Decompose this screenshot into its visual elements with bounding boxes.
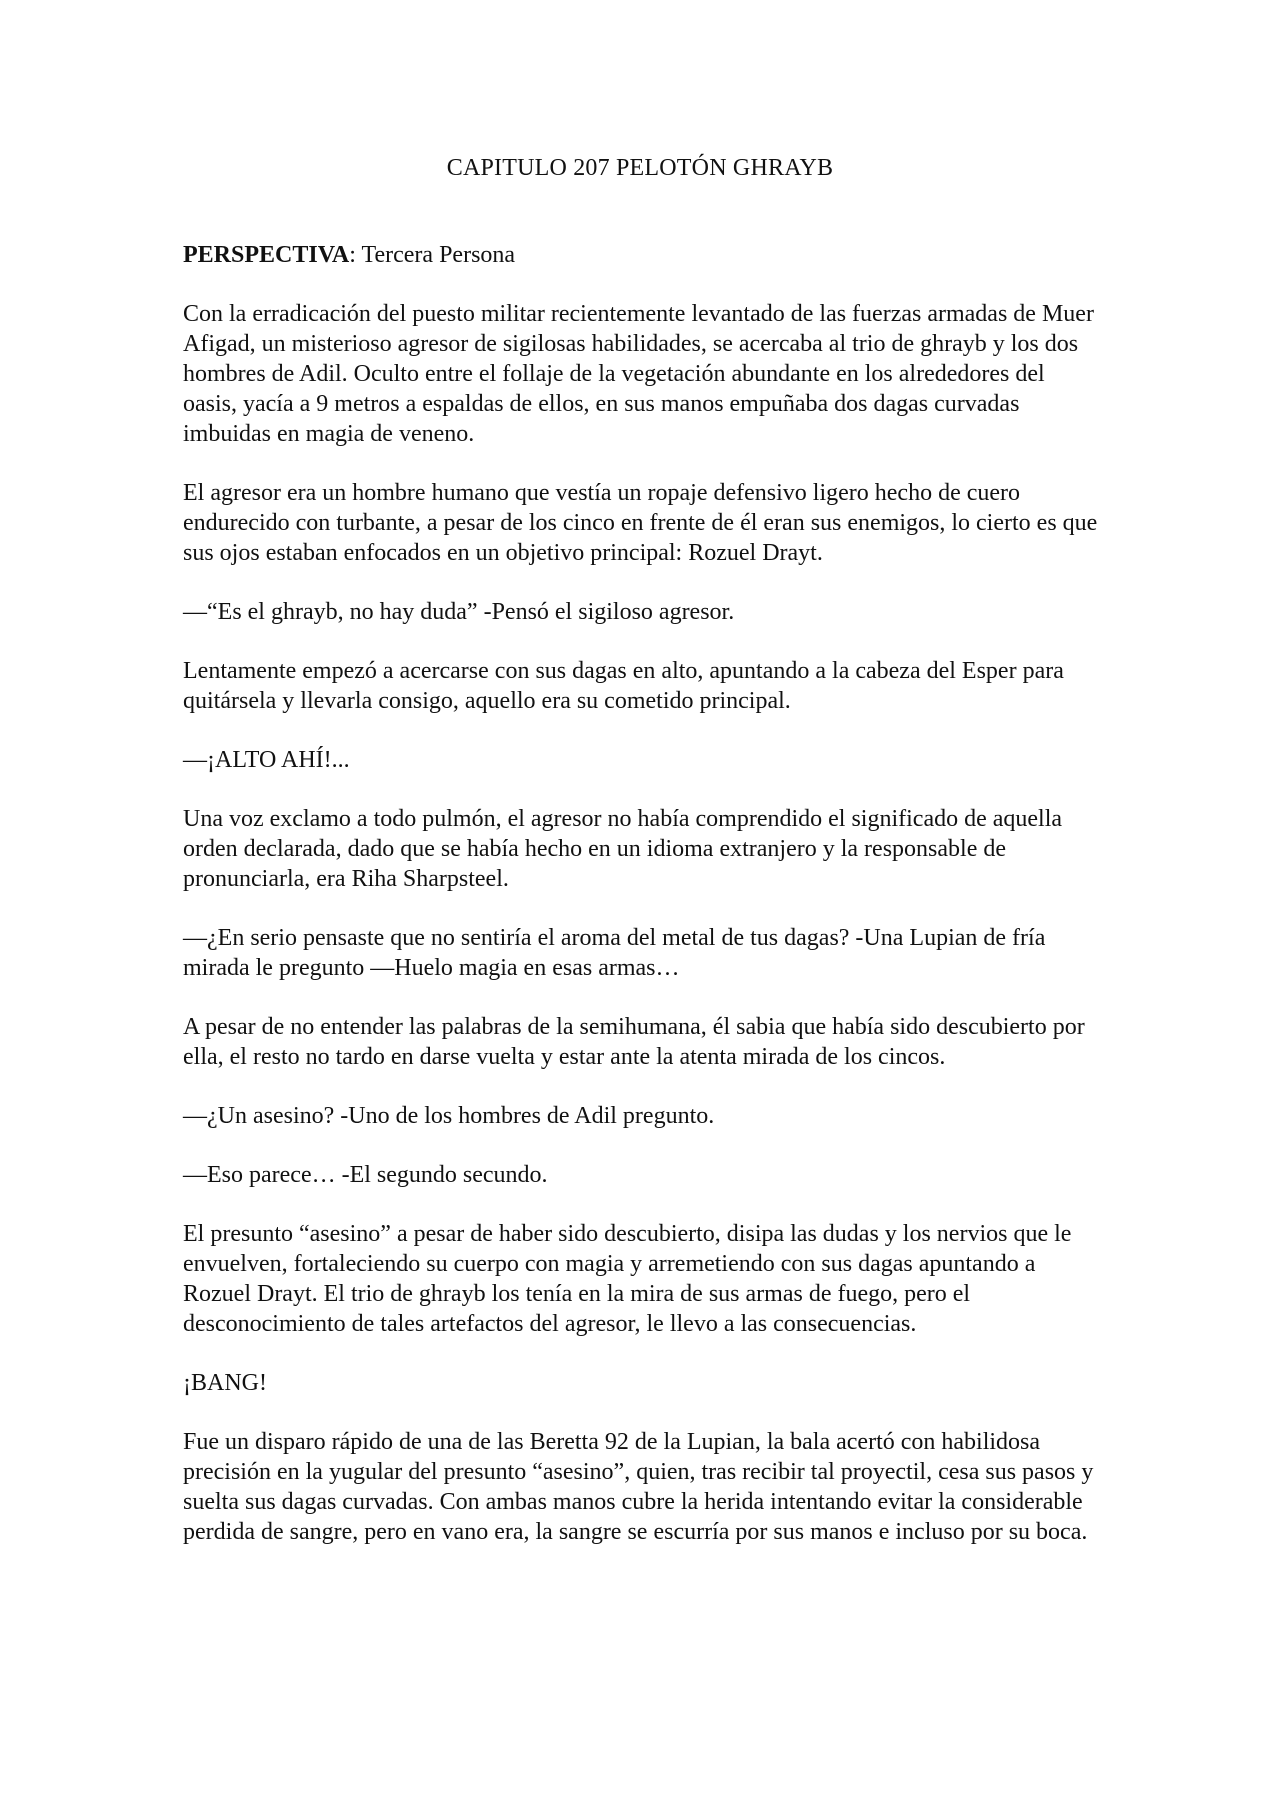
paragraph: —¿Un asesino? -Uno de los hombres de Adil pregunto. — [183, 1103, 715, 1129]
perspective-value: : Tercera Persona — [349, 242, 516, 268]
paragraph: A pesar de no entender las palabras de la semihumana, él sabia que había sido descubierto por ella, el resto no tardo en darse vuelta y estar ante la atenta mirada de los cincos. — [183, 1014, 1085, 1070]
paragraph: ¡BANG! — [183, 1370, 267, 1396]
paragraph: —“Es el ghrayb, no hay duda” -Pensó el sigiloso agresor. — [183, 599, 735, 625]
paragraph: —¿En serio pensaste que no sentiría el aroma del metal de tus dagas? -Una Lupian de fría mirada le pregunto —Huelo magia en esas armas… — [183, 925, 1046, 981]
paragraph: Lentamente empezó a acercarse con sus dagas en alto, apuntando a la cabeza del Esper para quitársela y llevarla consigo, aquello era su cometido principal. — [183, 658, 1064, 714]
paragraph: Una voz exclamo a todo pulmón, el agresor no había comprendido el significado de aquella orden declarada, dado que se había hecho en un idioma extranjero y la responsable de pronunciarla, era Riha Sharpsteel. — [183, 806, 1063, 892]
perspective-line — [183, 240, 1103, 270]
paragraph: —Eso parece… -El segundo secundo. — [183, 1162, 548, 1188]
chapter-title: CAPITULO 207 PELOTÓN GHRAYB — [446, 155, 834, 181]
paragraph: Fue un disparo rápido de una de las Beretta 92 de la Lupian, la bala acertó con habilidosa precisión en la yugular del presunto “asesino”, quien, tras recibir tal proyectil, cesa sus pasos y suelta sus dagas curvadas. Con ambas manos cubre la herida intentando evitar la considerable perdida de sangre, pero en vano era, la sangre se escurría por sus manos e incluso por su boca. — [183, 1429, 1094, 1545]
perspective-label: PERSPECTIVA — [183, 242, 350, 268]
paragraph: El agresor era un hombre humano que vestía un ropaje defensivo ligero hecho de cuero endurecido con turbante, a pesar de los cinco en frente de él eran sus enemigos, lo cierto es que sus ojos estaban enfocados en un objetivo principal: Rozuel Drayt. — [183, 480, 1098, 566]
paragraph: Con la erradicación del puesto militar recientemente levantado de las fuerzas armadas de Muer Afigad, un misterioso agresor de sigilosas habilidades, se acercaba al trio de ghrayb y los dos hombres de Adil. Oculto entre el follaje de la vegetación abundante en los alrededores del oasis, yacía a 9 metros a espaldas de ellos, en sus manos empuñaba dos dagas curvadas imbuidas en magia de veneno. — [183, 301, 1094, 447]
document-body — [183, 240, 1103, 1576]
paragraph: —¡ALTO AHÍ!... — [183, 747, 350, 773]
paragraph: El presunto “asesino” a pesar de haber sido descubierto, disipa las dudas y los nervios que le envuelven, fortaleciendo su cuerpo con magia y arremetiendo con sus dagas apuntando a Rozuel Drayt. El trio de ghrayb los tenía en la mira de sus armas de fuego, pero el desconocimiento de tales artefactos del agresor, le llevo a las consecuencias. — [183, 1221, 1072, 1337]
